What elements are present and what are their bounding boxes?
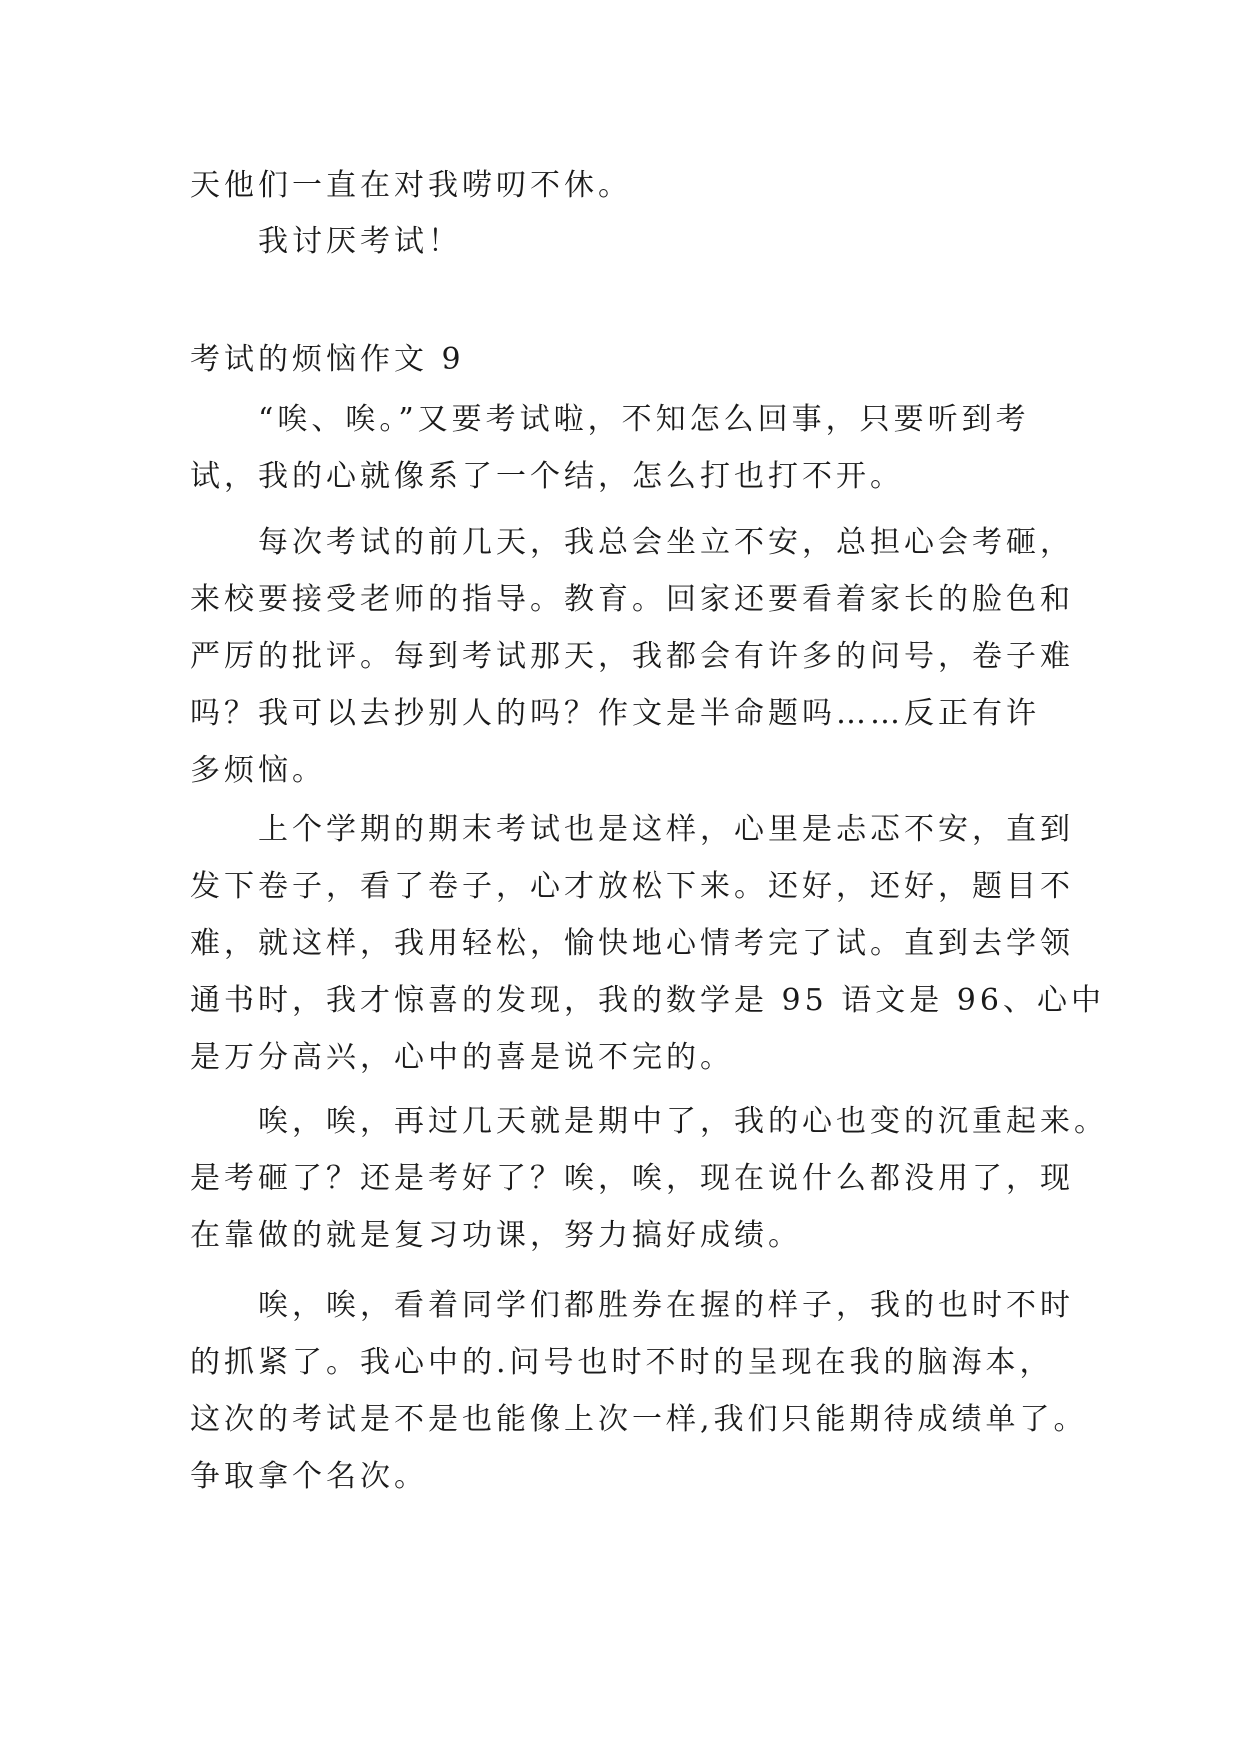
- text-line: 发下卷子，看了卷子，心才放松下来。还好，还好，题目不: [190, 869, 1074, 904]
- text-line: 来校要接受老师的指导。教育。回家还要看着家长的脸色和: [190, 582, 1074, 617]
- text-line: 是万分高兴，心中的喜是说不完的。: [190, 1040, 734, 1075]
- text-line: 唉，唉，看着同学们都胜券在握的样子，我的也时不时: [258, 1288, 1074, 1323]
- text-line: 严厉的批评。每到考试那天，我都会有许多的问号，卷子难: [190, 639, 1074, 674]
- text-line: 是考砸了？还是考好了？唉，唉，现在说什么都没用了，现: [190, 1161, 1074, 1196]
- text-line: 这次的考试是不是也能像上次一样,我们只能期待成绩单了。: [190, 1402, 1088, 1437]
- text-line: 唉，唉，再过几天就是期中了，我的心也变的沉重起来。: [258, 1104, 1108, 1139]
- text-line: 试，我的心就像系了一个结，怎么打也打不开。: [190, 459, 904, 494]
- text-line: 争取拿个名次。: [190, 1459, 428, 1494]
- text-line: 多烦恼。: [190, 753, 326, 788]
- text-line: “唉、唉。”又要考试啦，不知怎么回事，只要听到考: [258, 402, 1030, 437]
- text-line: 天他们一直在对我唠叨不休。: [190, 168, 632, 203]
- text-line: 我讨厌考试！: [258, 224, 462, 259]
- text-line: 在靠做的就是复习功课，努力搞好成绩。: [190, 1218, 802, 1253]
- text-line: 的抓紧了。我心中的.问号也时不时的呈现在我的脑海本，: [190, 1345, 1054, 1380]
- section-title: 考试的烦恼作文 9: [190, 342, 465, 377]
- text-line: 上个学期的期末考试也是这样，心里是忐忑不安，直到: [258, 812, 1074, 847]
- text-line: 每次考试的前几天，我总会坐立不安，总担心会考砸，: [258, 525, 1074, 560]
- text-line: 通书时，我才惊喜的发现，我的数学是 95 语文是 96、心中: [190, 983, 1105, 1018]
- text-line: 吗？我可以去抄别人的吗？作文是半命题吗……反正有许: [190, 696, 1040, 731]
- text-line: 难，就这样，我用轻松，愉快地心情考完了试。直到去学领: [190, 926, 1074, 961]
